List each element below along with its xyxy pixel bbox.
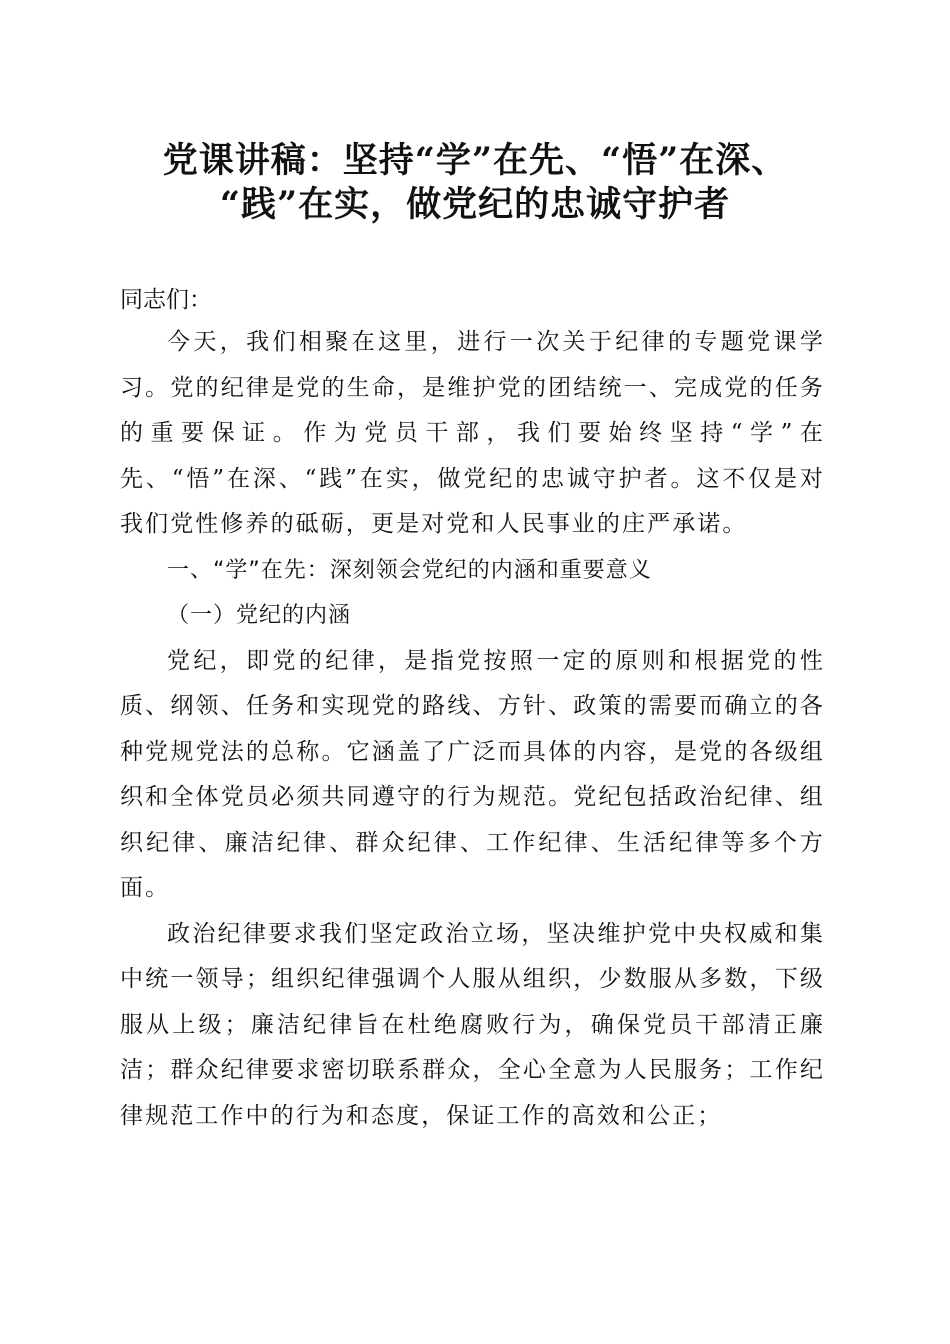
- paragraph-discipline-types: 政治纪律要求我们坚定政治立场，坚决维护党中央权威和集中统一领导；组织纪律强调个人服从组织，少数服从多数，下级服从上级；廉洁纪律旨在杜绝腐败行为，确保党员干部清正廉洁；群众纪律要求密切联系群众，全心全意为人民服务；工作纪律规范工作中的行为和态度，保证工作的高效和公正；: [120, 920, 825, 1129]
- section-heading-1: 一、“学”在先：深刻领会党纪的内涵和重要意义: [167, 557, 652, 583]
- title-line-1: 党课讲稿：坚持“学”在先、“悟”在深、: [162, 140, 788, 181]
- title-line-2: “践”在实，做党纪的忠诚守护者: [219, 184, 731, 225]
- subsection-heading-1-1: （一）党纪的内涵: [167, 603, 352, 628]
- paragraph-definition: 党纪，即党的纪律，是指党按照一定的原则和根据党的性质、纲领、任务和实现党的路线、方针、政策的需要而确立的各种党规党法的总称。它涵盖了广泛而具体的内容，是党的各级组织和全体党员必须共同遵守的行为规范。党纪包括政治纪律、组织纪律、廉洁纪律、群众纪律、工作纪律、生活纪律等多个方面。: [120, 647, 825, 901]
- body-text: [120, 320, 825, 1139]
- paragraph-intro: 今天，我们相聚在这里，进行一次关于纪律的专题党课学习。党的纪律是党的生命，是维护党的团结统一、完成党的任务的重要保证。作为党员干部，我们要始终坚持“学”在先、“悟”在深、“践”在实，做党纪的忠诚守护者。这不仅是对我们党性修养的砥砺，更是对党和人民事业的庄严承诺。: [120, 329, 825, 537]
- salutation: 同志们：: [120, 287, 212, 313]
